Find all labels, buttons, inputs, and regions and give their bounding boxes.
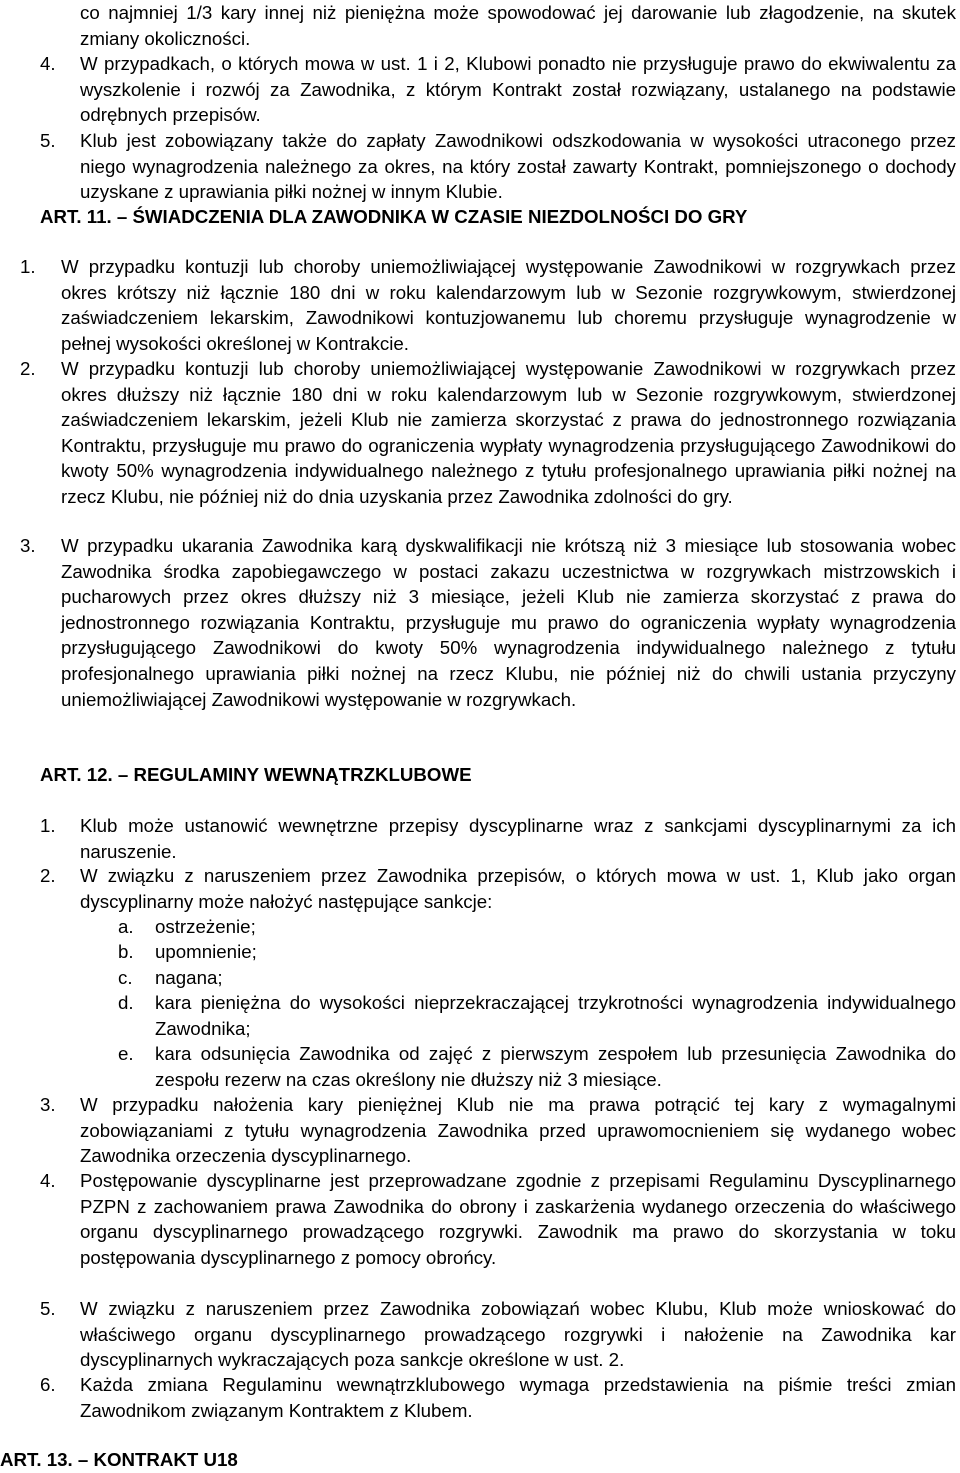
article-11-heading: ART. 11. – ŚWIADCZENIA DLA ZAWODNIKA W CZASIE NIEZDOLNOŚCI DO GRY bbox=[40, 206, 748, 227]
sanction-text: upomnienie; bbox=[155, 941, 257, 962]
item-text: Postępowanie dyscyplinarne jest przeprowadzane zgodnie z przepisami Regulaminu Dyscyplinarnego PZPN z zachowaniem prawa Zawodnika do obrony i zaskarżenia wydanego orzeczenia do właściwego organu dyscyplinarnego prowadzącego rozgrywki. Zawodnik ma prawo do skorzystania w toku postępowania dyscyplinarnego z pomocy obrońcy. bbox=[80, 1170, 956, 1268]
item-number: 4. bbox=[40, 53, 56, 74]
item-text: W związku z naruszeniem przez Zawodnika przepisów, o których mowa w ust. 1, Klub jako organ dyscyplinarny może nałożyć następujące sankcje: bbox=[80, 865, 956, 912]
item-text: W przypadku ukarania Zawodnika karą dyskwalifikacji nie krótszą niż 3 miesiące lub stosowania wobec Zawodnika środka zapobiegawczego w postaci zakazu uczestnictwa w rozgrywkach mistrzowskich i pucharowych przez okres dłuższy niż 3 miesiące, jeżeli Klub nie zamierza skorzystać z prawa do jednostronnego rozwiązania Kontraktu, przysługuje mu prawo do ograniczenia wypłaty wynagrodzenia przysługującego Zawodnikowi do kwoty 50% wynagrodzenia indywidualnego należnego z tytułu profesjonalnego uprawiania piłki nożnej na rzecz Klubu, nie później niż do chwili ustania przyczyny uniemożliwiającej Zawodnikowi występowanie w rozgrywkach. bbox=[61, 535, 956, 710]
article-12-heading: ART. 12. – REGULAMINY WEWNĄTRZKLUBOWE bbox=[40, 764, 472, 785]
item-text: Klub jest zobowiązany także do zapłaty Zawodnikowi odszkodowania w wysokości utraconego przez niego wynagrodzenia należnego za okres, na który został zawarty Kontrakt, pomniejszonego o dochody uzyskane z uprawiania piłki nożnej w innym Klubie. bbox=[80, 130, 956, 203]
item-text: Klub może ustanowić wewnętrzne przepisy dyscyplinarne wraz z sankcjami dyscyplinarnymi za ich naruszenie. bbox=[80, 815, 956, 862]
item-text: W przypadku kontuzji lub choroby uniemożliwiającej występowanie Zawodnikowi w rozgrywkach przez okres krótszy niż łącznie 180 dni w roku kalendarzowym lub w Sezonie rozgrywkowym, stwierdzonej zaświadczeniem lekarskim, Zawodnikowi kontuzjowanemu lub choremu przysługuje wynagrodzenie w pełnej wysokości określonej w Kontrakcie. bbox=[61, 256, 956, 354]
item-text: W przypadku kontuzji lub choroby uniemożliwiającej występowanie Zawodnikowi w rozgrywkach przez okres dłuższy niż łącznie 180 dni w roku kalendarzowym lub w Sezonie rozgrywkowym, stwierdzonej zaświadczeniem lekarskim, jeżeli Klub nie zamierza skorzystać z prawa do jednostronnego rozwiązania Kontraktu, przysługuje mu prawo do ograniczenia wypłaty wynagrodzenia przysługującego Zawodnikowi do kwoty 50% wynagrodzenia indywidualnego należnego z tytułu profesjonalnego uprawiania piłki nożnej na rzecz Klubu, nie później niż do dnia uzyskania przez Zawodnika zdolności do gry. bbox=[61, 358, 956, 507]
item-number: 5. bbox=[40, 130, 56, 151]
list-item bbox=[40, 863, 956, 914]
sanction-text: ostrzeżenie; bbox=[155, 916, 256, 937]
item-number: 4. bbox=[40, 1170, 56, 1191]
list-item bbox=[40, 1168, 956, 1270]
item-number: 6. bbox=[40, 1374, 56, 1395]
item-number: 5. bbox=[40, 1298, 56, 1319]
list-item bbox=[40, 51, 956, 128]
list-item bbox=[40, 1372, 956, 1423]
item-text: W związku z naruszeniem przez Zawodnika zobowiązań wobec Klubu, Klub może wnioskować do właściwego organu dyscyplinarnego prowadzącego rozgrywki i nałożenie na Zawodnika kar dyscyplinarnych wykraczających poza sankcje określone w ust. 2. bbox=[80, 1298, 956, 1371]
sanction-item bbox=[118, 939, 956, 965]
sanction-item bbox=[118, 990, 956, 1041]
continued-paragraph: co najmniej 1/3 kary innej niż pieniężna może spowodować jej darowanie lub złagodzenie, na skutek zmiany okoliczności. bbox=[80, 2, 956, 49]
item-number: 2. bbox=[40, 865, 56, 886]
sanction-text: nagana; bbox=[155, 967, 223, 988]
list-item bbox=[20, 254, 956, 356]
sanction-letter: d. bbox=[118, 992, 134, 1013]
article-13-heading: ART. 13. – KONTRAKT U18 bbox=[0, 1449, 238, 1470]
item-text: W przypadku nałożenia kary pieniężnej Klub nie ma prawa potrącić tej kary z wymagalnymi zobowiązaniami z tytułu wynagrodzenia Zawodnika przed uprawomocnieniem się wydanego wobec Zawodnika orzeczenia dyscyplinarnego. bbox=[80, 1094, 956, 1167]
item-number: 1. bbox=[20, 256, 36, 277]
item-number: 2. bbox=[20, 358, 36, 379]
item-text: W przypadkach, o których mowa w ust. 1 i 2, Klubowi ponadto nie przysługuje prawo do ekwiwalentu za wyszkolenie i rozwój za Zawodnika, z którym Kontrakt został rozwiązany, ustalanego na podstawie odrębnych przepisów. bbox=[80, 53, 956, 126]
sanction-item bbox=[118, 965, 956, 991]
item-text: Każda zmiana Regulaminu wewnątrzklubowego wymaga przedstawienia na piśmie treści zmian Zawodnikom związanym Kontraktem z Klubem. bbox=[80, 1374, 956, 1421]
list-item bbox=[20, 356, 956, 510]
list-item bbox=[40, 128, 956, 205]
sanction-item bbox=[118, 1041, 956, 1092]
item-number: 1. bbox=[40, 815, 56, 836]
item-number: 3. bbox=[40, 1094, 56, 1115]
list-item bbox=[40, 813, 956, 864]
sanction-text: kara pieniężna do wysokości nieprzekraczającej trzykrotności wynagrodzenia indywidualnego Zawodnika; bbox=[155, 992, 956, 1039]
list-item bbox=[40, 1092, 956, 1169]
item-number: 3. bbox=[20, 535, 36, 556]
list-item bbox=[40, 1296, 956, 1373]
sanction-letter: c. bbox=[118, 967, 133, 988]
sanction-letter: b. bbox=[118, 941, 134, 962]
list-item bbox=[20, 533, 956, 712]
sanction-text: kara odsunięcia Zawodnika od zajęć z pierwszym zespołem lub przesunięcia Zawodnika do zespołu rezerw na czas określony nie dłuższy niż 3 miesiące. bbox=[155, 1043, 956, 1090]
sanction-letter: a. bbox=[118, 916, 134, 937]
sanction-letter: e. bbox=[118, 1043, 134, 1064]
sanction-item bbox=[118, 914, 956, 940]
